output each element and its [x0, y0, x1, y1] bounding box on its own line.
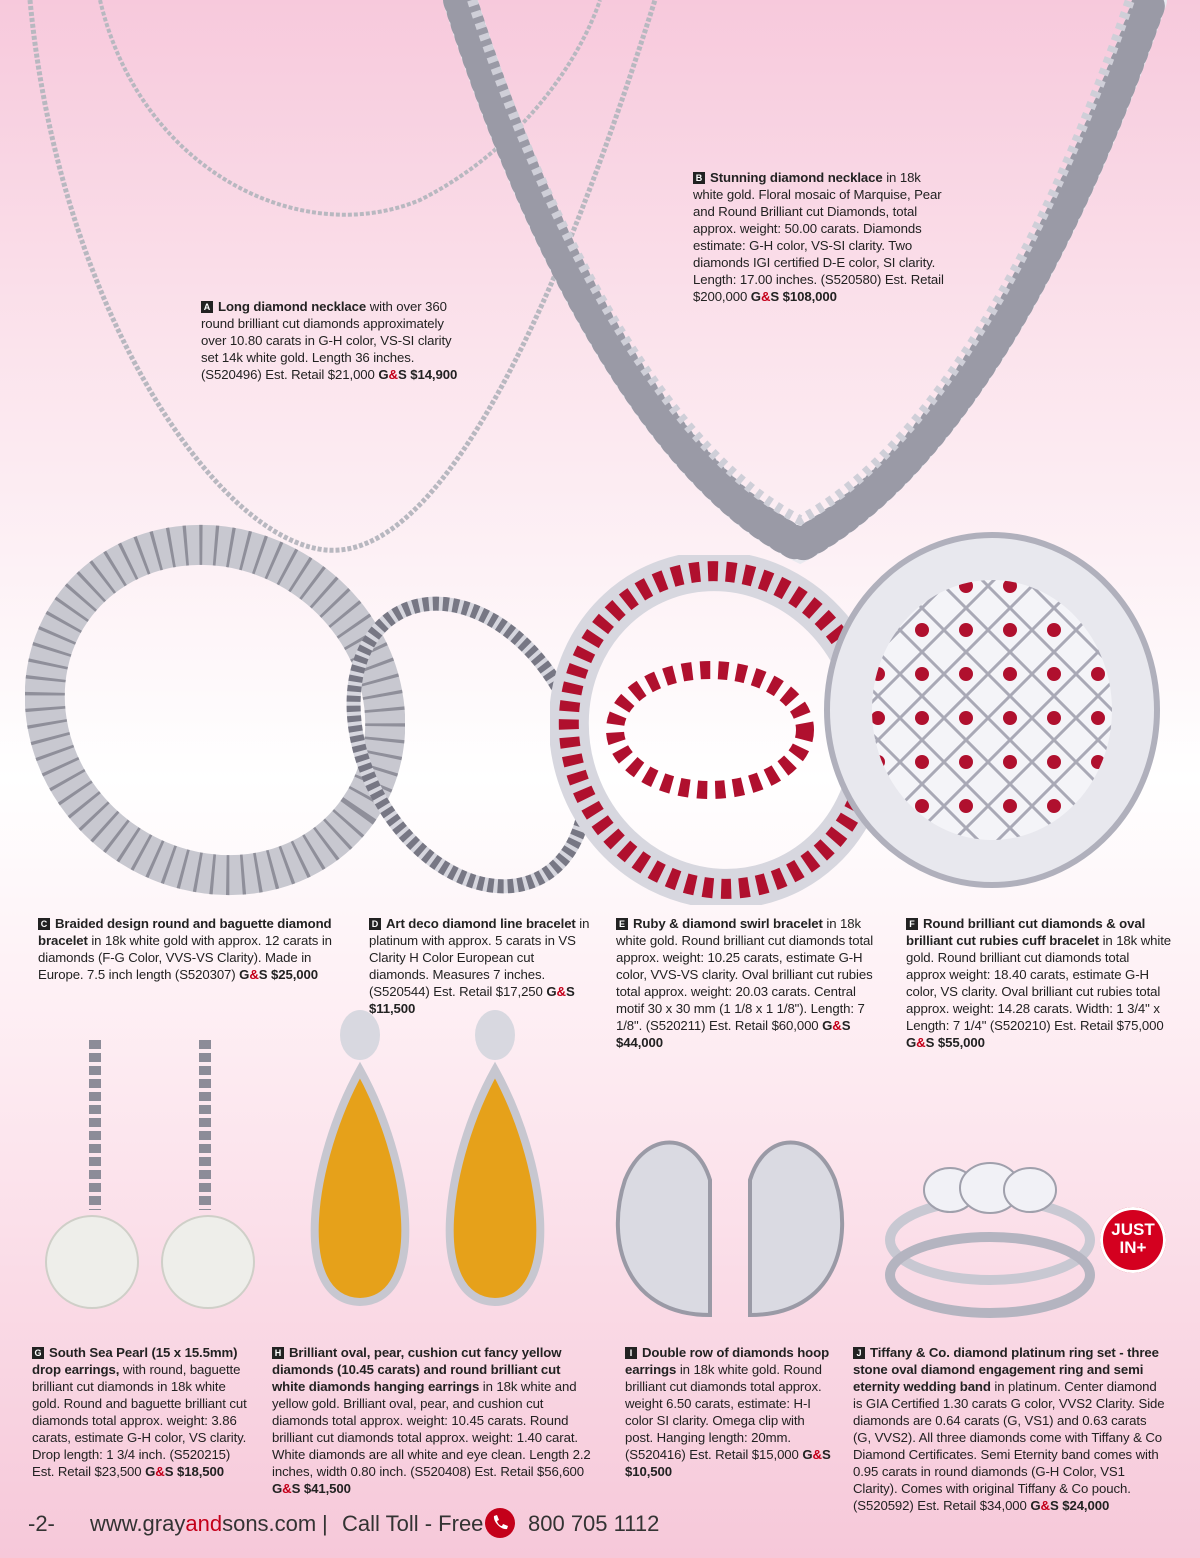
item-f-description: F Round brilliant cut diamonds & oval brilliant cut rubies cuff bracelet in 18k white gold. Round brilliant cut diamonds total approx weight: 18.40 carats, estimate G-H color, VS clarity. Oval brilliant cut rubies total approx. weight: 14.28 carats. Width: 1 3/4" x Length: 7 1/4" (S520210) Est. Retail $75,000 G&S $55,000 [906, 916, 1172, 1050]
item-title: Braided design round and baguette diamond bracelet [38, 916, 332, 948]
ruby-cuff-bracelet-photo [812, 520, 1172, 900]
phone-number[interactable]: 800 705 1112 [528, 1511, 660, 1536]
item-letter: E [616, 918, 628, 930]
page-number: -2- [28, 1511, 55, 1536]
item-b-description: B Stunning diamond necklace in 18k white gold. Floral mosaic of Marquise, Pear and Round Brilliant cut Diamonds, total approx. weight: 50.00 carats. Diamonds estimate: G-H color, VS-SI clarity. Two diamonds IGI certified D-E color, SI clarity. Length: 17.00 inches. (S520580) Est. Retail $200,000 G&S $108,000 [693, 170, 944, 304]
item-title: Stunning diamond necklace [710, 170, 883, 185]
item-title: Ruby & diamond swirl bracelet [633, 916, 823, 931]
call-toll-free-label: Call Toll - Free [342, 1511, 484, 1536]
footer-separator: | [322, 1511, 328, 1536]
website-link[interactable]: www.grayandsons.com [90, 1511, 317, 1536]
item-a-description: A Long diamond necklace with over 360 round brilliant cut diamonds approximately over 10.80 carats in G-H color, VS-SI clarity set 14k white gold. Length 36 inches. (S520496) Est. Retail $21,000 G&S $14,900 [201, 299, 458, 382]
item-title: Tiffany & Co. diamond platinum ring set - three stone oval diamond engagement ring and semi eternity wedding band [853, 1345, 1159, 1394]
item-i-description: I Double row of diamonds hoop earrings in 18k white gold. Round brilliant cut diamonds total approx. weight 6.50 carats, estimate: H-I color SI clarity. Omega clip with post. Hanging length: 20mm. (S520416) Est. Retail $15,000 G&S $10,500 [625, 1345, 831, 1479]
item-letter: C [38, 918, 50, 930]
tiffany-ring-set-photo [880, 1160, 1100, 1320]
item-letter: A [201, 301, 213, 313]
item-letter: I [625, 1347, 637, 1359]
phone-icon [484, 1507, 516, 1545]
item-letter: G [32, 1347, 44, 1359]
item-letter: H [272, 1347, 284, 1359]
item-title: Art deco diamond line bracelet [386, 916, 576, 931]
yellow-diamond-earrings-photo [290, 1010, 570, 1310]
item-j-description: J Tiffany & Co. diamond platinum ring set - three stone oval diamond engagement ring and semi eternity wedding band in platinum. Center diamond is GIA Certified 1.30 carats G color, VVS2 Clarity. Side diamonds are 0.64 carats (G, VS1) and 0.63 carats (G, VVS2). All three diamonds come with Tiffany & Co Diamond Certificates. Semi Eternity band comes with 0.95 carats in round diamonds (G-H Color, VS1 Clarity). Comes with original Tiffany & Co pouch. (S520592) Est. Retail $34,000 G&S $24,000 [853, 1345, 1165, 1513]
item-letter: B [693, 172, 705, 184]
hoop-earrings-photo [595, 1120, 865, 1320]
item-letter: J [853, 1347, 865, 1359]
item-letter: D [369, 918, 381, 930]
item-title: Round brilliant cut diamonds & oval brilliant cut rubies cuff bracelet [906, 916, 1146, 948]
south-sea-pearl-earrings-photo [40, 1020, 270, 1310]
item-c-description: C Braided design round and baguette diamond bracelet in 18k white gold with approx. 12 carats in diamonds (F-G Color, VVS-VS Clarity). Made in Europe. 7.5 inch length (S520307) G&S $25,000 [38, 916, 332, 982]
item-title: South Sea Pearl (15 x 15.5mm) drop earrings, [32, 1345, 238, 1377]
item-d-description: D Art deco diamond line bracelet in platinum with approx. 5 carats in VS Clarity H Color European cut diamonds. Measures 7 inches. (S520544) Est. Retail $17,250 G&S $11,500 [369, 916, 590, 1016]
item-g-description: G South Sea Pearl (15 x 15.5mm) drop earrings, with round, baguette brilliant cut diamonds in 18k white gold. Round and baguette brilliant cut diamonds total approx. weight: 3.86 carats, estimate G-H color, VS clarity. Drop length: 1 3/4 inch. (S520215) Est. Retail $23,500 G&S $18,500 [32, 1345, 247, 1479]
item-title: Double row of diamonds hoop earrings [625, 1345, 830, 1377]
footer [0, 1505, 1200, 1545]
item-h-description: H Brilliant oval, pear, cushion cut fancy yellow diamonds (10.45 carats) and round brilliant cut white diamonds hanging earrings in 18k white and yellow gold. Brilliant oval, pear, and cushion cut diamonds total approx. weight: 10.45 carats. Round brilliant cut diamonds total approx. weight: 1.40 carat. White diamonds are all white and eye clean. Length 2.2 inches, width 0.80 inch. (S520408) Est. Retail $56,600 G&S $41,500 [272, 1345, 591, 1496]
just-in-badge: JUST IN+ [1100, 1207, 1166, 1273]
item-title: Brilliant oval, pear, cushion cut fancy yellow diamonds (10.45 carats) and round brilliant cut white diamonds hanging earrings [272, 1345, 562, 1394]
item-title: Long diamond necklace [218, 299, 367, 314]
item-letter: F [906, 918, 918, 930]
item-e-description: E Ruby & diamond swirl bracelet in 18k white gold. Round brilliant cut diamonds total approx. weight: 10.25 carats, estimate G-H color, VVS-VS clarity. Oval brilliant cut rubies total approx. weight: 20.03 carats. Central motif 30 x 30 mm (1 1/8 x 1 1/8"). Length: 7 1/8". (S520211) Est. Retail $60,000 G&S $44,000 [616, 916, 874, 1050]
